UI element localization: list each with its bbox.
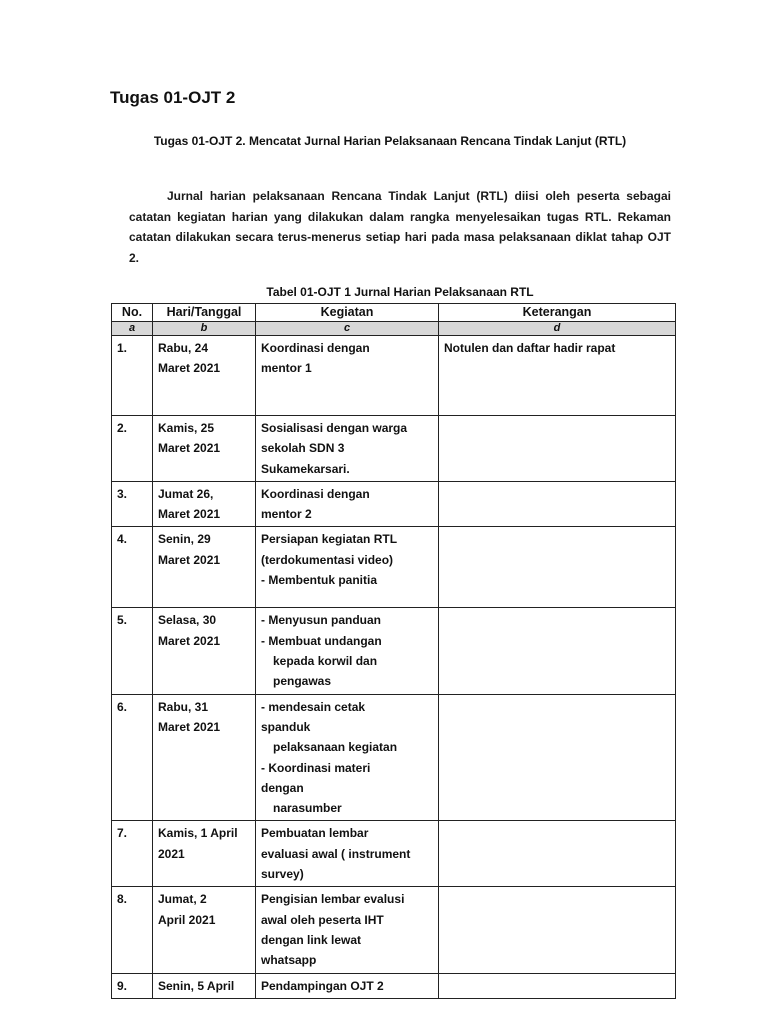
row-activity-line: kepada korwil dan xyxy=(273,654,378,669)
table-letter-row xyxy=(112,322,676,336)
row-number: 4. xyxy=(112,527,153,608)
row-date xyxy=(153,973,256,998)
row-date xyxy=(153,608,256,694)
row-note-line: Notulen dan daftar hadir rapat xyxy=(444,341,616,355)
row-activity-line: - Membentuk panitia xyxy=(261,573,378,588)
document-title: Tugas 01-OJT 2 xyxy=(110,88,236,107)
table-row xyxy=(112,481,676,527)
header-no: No. xyxy=(112,304,153,322)
table-header-row xyxy=(112,304,676,322)
row-activity-line: pengawas xyxy=(273,674,332,689)
row-activity-line: - Koordinasi materi xyxy=(261,760,371,775)
row-activity-line: Sukamekarsari. xyxy=(261,461,350,476)
row-activity-line: mentor 1 xyxy=(261,361,312,376)
row-activity xyxy=(256,694,439,821)
row-activity-line: Pembuatan lembar xyxy=(261,826,369,841)
row-note xyxy=(439,481,676,527)
row-activity-line: whatsapp xyxy=(261,953,317,968)
table-row xyxy=(112,694,676,821)
letter-c: c xyxy=(256,322,439,336)
table-caption: Tabel 01-OJT 1 Jurnal Harian Pelaksanaan RTL xyxy=(266,285,534,299)
row-activity xyxy=(256,608,439,694)
table-row xyxy=(112,527,676,608)
row-note xyxy=(439,694,676,821)
row-note xyxy=(439,336,676,416)
row-activity-line: dengan link lewat xyxy=(261,932,362,947)
row-activity-line: Koordinasi dengan xyxy=(261,486,370,501)
table-row xyxy=(112,336,676,416)
row-date-line: Kamis, 1 April xyxy=(158,826,238,841)
row-date-line: Rabu, 24 xyxy=(158,341,209,355)
row-note xyxy=(439,416,676,482)
row-date-line: Maret 2021 xyxy=(158,719,221,734)
row-activity-line: survey) xyxy=(261,867,304,882)
table-row xyxy=(112,608,676,694)
row-activity-line: narasumber xyxy=(273,801,342,816)
row-note xyxy=(439,973,676,998)
row-date-line: Senin, 5 April xyxy=(158,978,235,993)
row-activity-line: Koordinasi dengan xyxy=(261,341,370,355)
row-note xyxy=(439,527,676,608)
row-date xyxy=(153,887,256,973)
row-activity xyxy=(256,416,439,482)
row-date-line: Jumat, 2 xyxy=(158,892,207,907)
row-activity xyxy=(256,887,439,973)
row-activity-line: awal oleh peserta IHT xyxy=(261,912,384,927)
row-date-line: Maret 2021 xyxy=(158,633,221,648)
row-activity-line: (terdokumentasi video) xyxy=(261,552,394,567)
row-date-line: Senin, 29 xyxy=(158,532,211,547)
row-activity-line: Sosialisasi dengan warga xyxy=(261,421,408,435)
row-date-line: Maret 2021 xyxy=(158,361,221,376)
document-subtitle: Tugas 01-OJT 2. Mencatat Jurnal Harian Pelaksanaan Rencana Tindak Lanjut (RTL) xyxy=(153,134,627,148)
row-date-line: 2021 xyxy=(158,846,185,861)
row-date xyxy=(153,821,256,887)
row-date xyxy=(153,694,256,821)
row-date xyxy=(153,336,256,416)
row-number: 6. xyxy=(112,694,153,821)
row-activity xyxy=(256,973,439,998)
row-activity-line: Pengisian lembar evalusi xyxy=(261,892,405,907)
row-activity-line: - Menyusun panduan xyxy=(261,613,381,628)
intro-paragraph: Jurnal harian pelaksanaan Rencana Tindak Lanjut (RTL) diisi oleh peserta sebagai catatan kegiatan harian yang dilakukan dalam rangka menyelesaikan tugas RTL. Rekaman catatan dilakukan secara terus-menerus setiap hari pada masa pelaksanaan diklat tahap OJT 2. xyxy=(129,189,671,265)
row-date-line: Maret 2021 xyxy=(158,441,221,456)
row-activity xyxy=(256,821,439,887)
row-number: 2. xyxy=(112,416,153,482)
row-activity-line: evaluasi awal ( instrument xyxy=(261,846,411,861)
row-activity-line: sekolah SDN 3 xyxy=(261,441,345,456)
header-date: Hari/Tanggal xyxy=(153,304,256,322)
row-date-line: Maret 2021 xyxy=(158,552,221,567)
header-note: Keterangan xyxy=(439,304,676,322)
table-row xyxy=(112,887,676,973)
row-number: 3. xyxy=(112,481,153,527)
row-number: 7. xyxy=(112,821,153,887)
row-date xyxy=(153,481,256,527)
row-date-line: Selasa, 30 xyxy=(158,613,217,628)
row-date-line: Kamis, 25 xyxy=(158,421,215,435)
row-activity-line: dengan xyxy=(261,780,304,795)
table-body xyxy=(112,336,676,999)
row-date xyxy=(153,527,256,608)
letter-d: d xyxy=(439,322,676,336)
row-date-line: Rabu, 31 xyxy=(158,699,209,714)
letter-b: b xyxy=(153,322,256,336)
letter-a: a xyxy=(112,322,153,336)
row-activity-line: Pendampingan OJT 2 xyxy=(261,978,384,993)
row-number: 5. xyxy=(112,608,153,694)
row-activity-line: pelaksanaan kegiatan xyxy=(273,740,398,755)
row-number: 1. xyxy=(112,336,153,416)
row-note xyxy=(439,608,676,694)
row-date-line: Maret 2021 xyxy=(158,507,221,522)
row-date xyxy=(153,416,256,482)
row-number: 8. xyxy=(112,887,153,973)
header-activity: Kegiatan xyxy=(256,304,439,322)
journal-table xyxy=(111,303,676,999)
row-activity-line: Persiapan kegiatan RTL xyxy=(261,532,398,547)
table-row xyxy=(112,973,676,998)
row-activity xyxy=(256,527,439,608)
row-date-line: Jumat 26, xyxy=(158,486,214,501)
row-activity xyxy=(256,336,439,416)
row-activity-line: - Membuat undangan xyxy=(261,633,382,648)
row-activity-line: - mendesain cetak xyxy=(261,699,366,714)
row-note xyxy=(439,821,676,887)
row-date-line: April 2021 xyxy=(158,912,216,927)
row-number: 9. xyxy=(112,973,153,998)
row-activity-line: spanduk xyxy=(261,719,311,734)
row-note xyxy=(439,887,676,973)
row-activity xyxy=(256,481,439,527)
row-activity-line: mentor 2 xyxy=(261,507,312,522)
table-row xyxy=(112,416,676,482)
table-row xyxy=(112,821,676,887)
